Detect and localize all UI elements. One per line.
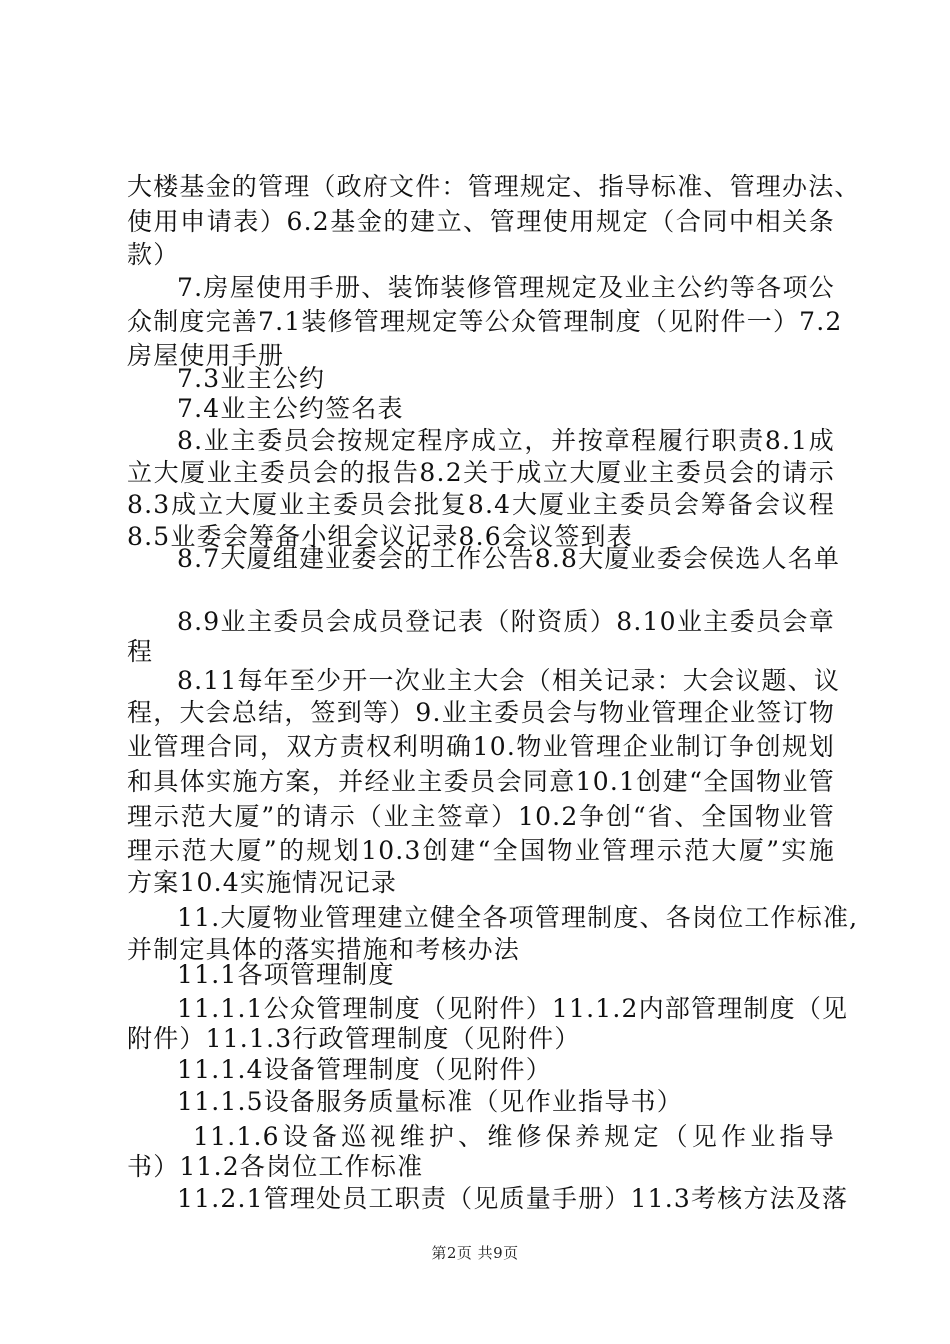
text-line: 11.1各项管理制度 (177, 960, 395, 989)
text-line: 11.1.4设备管理制度（见附件） (177, 1055, 552, 1084)
text-line: 8.9业主委员会成员登记表（附资质）8.10业主委员会章 (177, 607, 835, 636)
text-line: 8.7大厦组建业委会的工作公告8.8大厦业委会侯选人名单 (177, 544, 841, 573)
text-line: 使用申请表）6.2基金的建立、管理使用规定（合同中相关条 (127, 207, 835, 236)
text-line: 附件）11.1.3行政管理制度（见附件） (127, 1024, 581, 1053)
text-line: 11.1.6设备巡视维护、维修保养规定（见作业指导 (193, 1122, 835, 1151)
text-line: 房屋使用手册 (127, 341, 285, 370)
text-line: 款） (127, 240, 180, 269)
text-line: 书）11.2各岗位工作标准 (127, 1152, 424, 1181)
text-line: 8.业主委员会按规定程序成立，并按章程履行职责8.1成 (177, 426, 835, 455)
text-line: 业管理合同，双方责权利明确10.物业管理企业制订争创规划 (127, 732, 835, 761)
text-line: 众制度完善7.1装修管理规定等公众管理制度（见附件一）7.2 (127, 307, 843, 336)
text-line: 程 (127, 637, 154, 666)
text-line: 大楼基金的管理（政府文件：管理规定、指导标准、管理办法、 (127, 172, 861, 201)
text-line: 8.5业委会筹备小组会议记录8.6会议签到表 (127, 522, 633, 551)
text-line: 立大厦业主委员会的报告8.2关于成立大厦业主委员会的请示 (127, 458, 835, 487)
text-line: 7.房屋使用手册、装饰装修管理规定及业主公约等各项公 (177, 273, 835, 302)
text-line: 7.4业主公约签名表 (177, 394, 404, 423)
text-line: 7.3业主公约 (177, 364, 326, 393)
text-line: 11.2.1管理处员工职责（见质量手册）11.3考核方法及落 (177, 1184, 849, 1213)
text-line: 理示范大厦”的请示（业主签章）10.2争创“省、全国物业管 (127, 802, 835, 831)
text-line: 理示范大厦”的规划10.3创建“全国物业管理示范大厦”实施 (127, 836, 835, 865)
text-line: 和具体实施方案，并经业主委员会同意10.1创建“全国物业管 (127, 767, 835, 796)
text-line: 程，大会总结，签到等）9.业主委员会与物业管理企业签订物 (127, 698, 835, 727)
text-line: 8.11每年至少开一次业主大会（相关记录：大会议题、议 (177, 666, 841, 695)
text-line: 8.3成立大厦业主委员会批复8.4大厦业主委员会筹备会议程 (127, 490, 835, 519)
text-line: 11.1.1公众管理制度（见附件）11.1.2内部管理制度（见 (177, 994, 849, 1023)
page-number-footer: 第2页 共9页 (431, 1244, 519, 1262)
text-line: 方案10.4实施情况记录 (127, 868, 398, 897)
text-line: 11.大厦物业管理建立健全各项管理制度、各岗位工作标准, (177, 903, 859, 932)
text-line: 11.1.5设备服务质量标准（见作业指导书） (177, 1087, 683, 1116)
text-line: 并制定具体的落实措施和考核办法 (127, 935, 521, 964)
